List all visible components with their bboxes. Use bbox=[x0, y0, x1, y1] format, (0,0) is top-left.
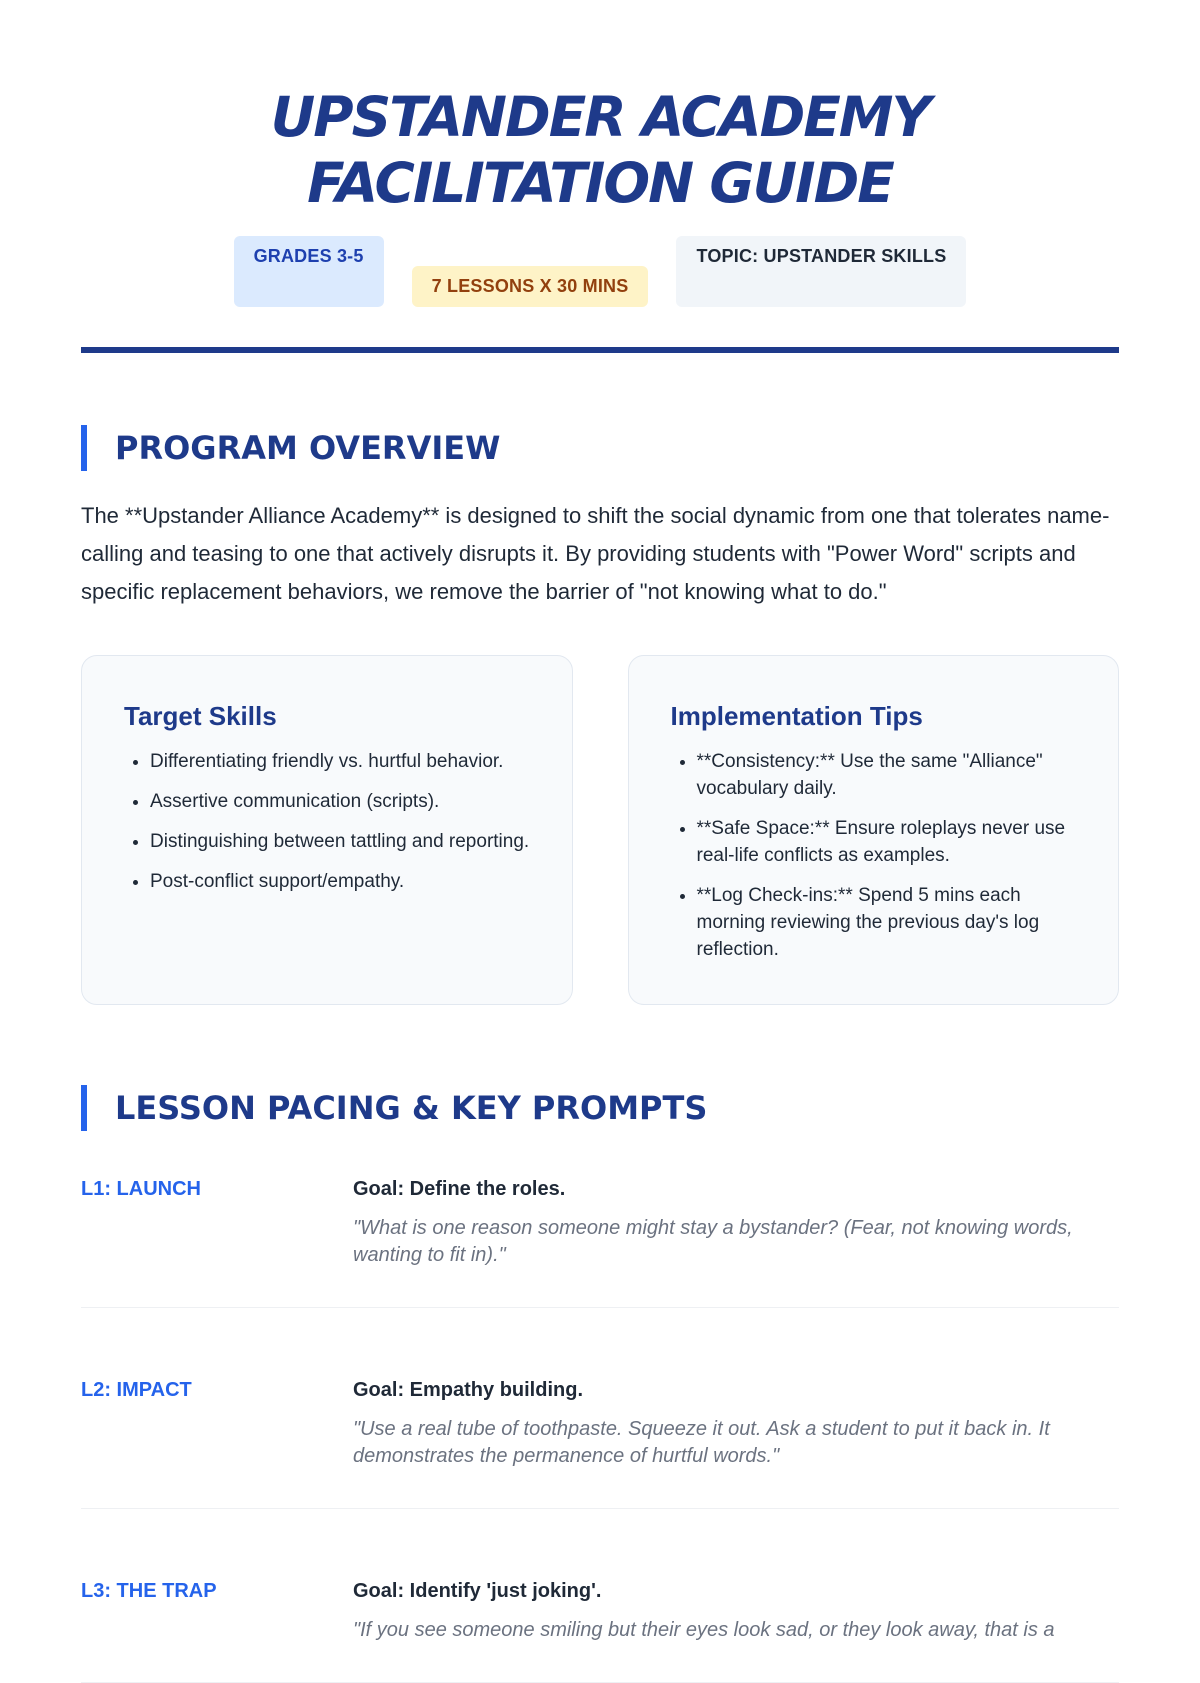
title-line-1: UPSTANDER ACADEMY bbox=[270, 85, 930, 149]
header bbox=[81, 0, 1119, 307]
lesson-body bbox=[353, 1577, 1119, 1644]
implementation-tips-title: Implementation Tips bbox=[670, 701, 923, 731]
grades-badge: GRADES 3-5 bbox=[234, 236, 384, 307]
lesson-row bbox=[81, 1563, 1119, 1683]
lesson-body bbox=[353, 1175, 1119, 1269]
list-item: • Assertive communication (scripts). bbox=[150, 788, 532, 815]
lesson-row bbox=[81, 1362, 1119, 1509]
overview-cards bbox=[81, 655, 1119, 1005]
lesson-list bbox=[81, 1161, 1119, 1683]
header-divider bbox=[81, 347, 1119, 353]
overview-heading: PROGRAM OVERVIEW bbox=[81, 425, 1119, 471]
topic-badge: TOPIC: UPSTANDER SKILLS bbox=[676, 236, 966, 307]
lesson-label: L3: THE TRAP bbox=[81, 1580, 217, 1602]
lesson-prompt: "Use a real tube of toothpaste. Squeeze it out. Ask a student to put it back in. It demonstrates the permanence of hurtful words." bbox=[353, 1418, 1050, 1467]
badge-row bbox=[81, 236, 1119, 307]
pacing-heading: LESSON PACING & KEY PROMPTS bbox=[81, 1085, 1119, 1131]
lesson-label: L2: IMPACT bbox=[81, 1379, 192, 1401]
lessons-badge: 7 LESSONS X 30 MINS bbox=[412, 266, 649, 307]
list-item: • **Consistency:** Use the same "Alliance" vocabulary daily. bbox=[697, 748, 1079, 802]
list-item: • Post-conflict support/empathy. bbox=[150, 868, 532, 895]
lesson-goal: Goal: Empathy building. bbox=[353, 1379, 583, 1401]
target-skills-list bbox=[124, 748, 532, 895]
implementation-tips-card bbox=[628, 655, 1120, 1005]
lesson-row bbox=[81, 1161, 1119, 1308]
lesson-goal: Goal: Identify 'just joking'. bbox=[353, 1580, 602, 1602]
list-item: • **Log Check-ins:** Spend 5 mins each morning reviewing the previous day's log reflection. bbox=[697, 882, 1079, 963]
target-skills-card bbox=[81, 655, 573, 1005]
lesson-prompt: "What is one reason someone might stay a bystander? (Fear, not knowing words, wanting to fit in)." bbox=[353, 1217, 1073, 1266]
page-title bbox=[81, 84, 1119, 216]
lesson-body bbox=[353, 1376, 1119, 1470]
overview-paragraph: The **Upstander Alliance Academy** is designed to shift the social dynamic from one that tolerates name-calling and teasing to one that actively disrupts it. By providing students with "Power Word" scripts and specific replacement behaviors, we remove the barrier of "not knowing what to do." bbox=[81, 503, 1110, 604]
lesson-goal: Goal: Define the roles. bbox=[353, 1178, 566, 1200]
list-item: • Differentiating friendly vs. hurtful behavior. bbox=[150, 748, 532, 775]
target-skills-title: Target Skills bbox=[124, 701, 277, 731]
implementation-tips-list bbox=[671, 748, 1079, 963]
lesson-prompt: "If you see someone smiling but their eyes look sad, or they look away, that is a bbox=[353, 1619, 1055, 1641]
list-item: • **Safe Space:** Ensure roleplays never use real-life conflicts as examples. bbox=[697, 815, 1079, 869]
list-item: • Distinguishing between tattling and reporting. bbox=[150, 828, 532, 855]
title-line-2: FACILITATION GUIDE bbox=[307, 151, 893, 215]
lesson-label: L1: LAUNCH bbox=[81, 1178, 201, 1200]
